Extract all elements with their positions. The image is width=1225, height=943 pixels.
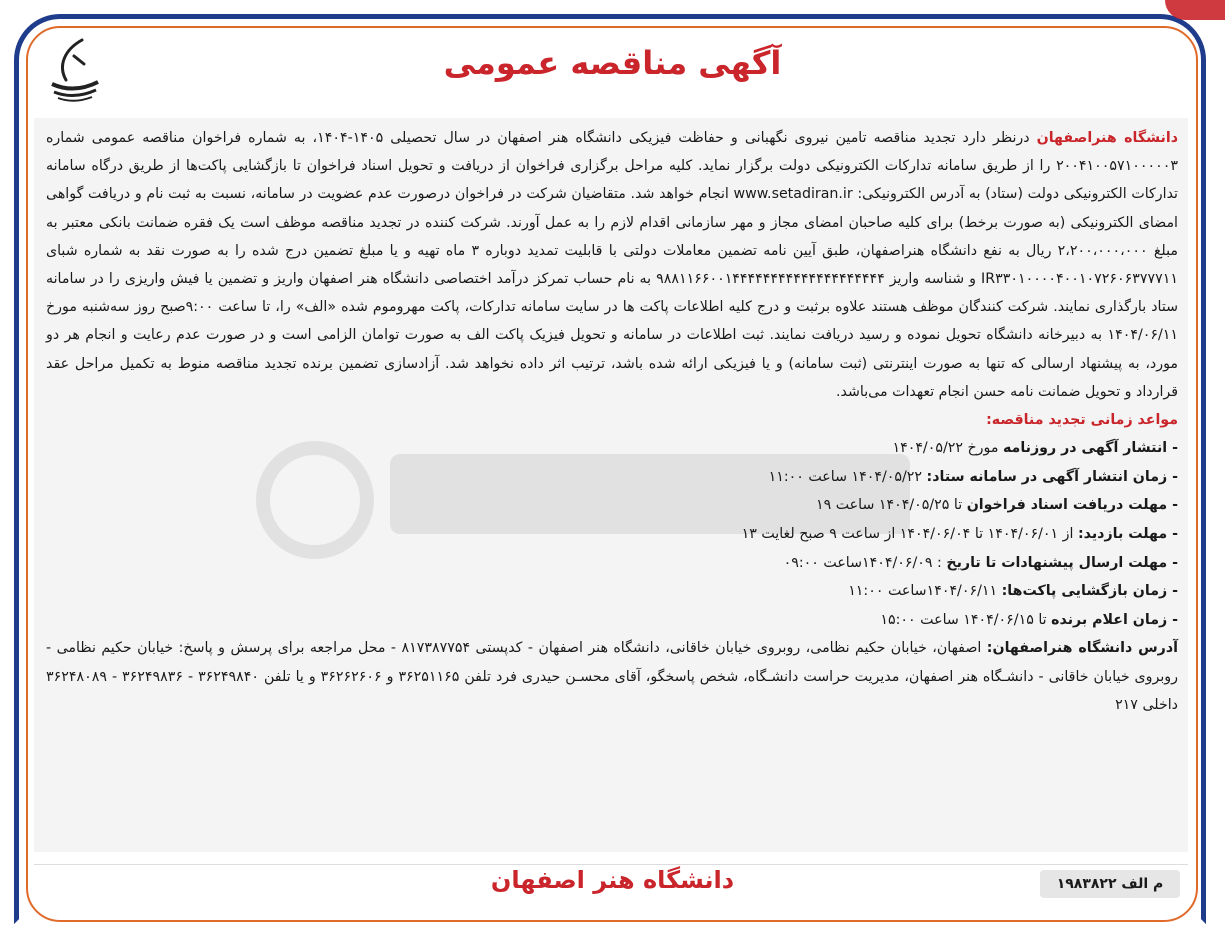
footer-org-name: دانشگاه هنر اصفهان [490, 866, 735, 894]
schedule-item: - زمان اعلام برنده تا ۱۴۰۴/۰۶/۱۵ ساعت ۱۵:۰۰ [880, 611, 1178, 628]
corner-accent [1165, 0, 1225, 20]
announcement-body [46, 124, 1178, 719]
schedule-item: - زمان انتشار آگهی در سامانه ستاد: ۱۴۰۴/۰۵/۲۲ ساعت ۱۱:۰۰ [768, 468, 1178, 485]
address-text: اصفهان، خیابان حکیم نظامی، روبروی خیابان خاقانی، دانشگاه هنر اصفهان - کدپستی ۸۱۷۳۸۷۷۵۴ - محل مراجعه برای پرسش و پاسخ: خیابان حکیم نظامی - روبروی خیابان خاقانی - دانشـگاه هنر اصفهان، مدیریت حراست دانشـگاه، شخص پاسخگو، آقای محسـن حیدری فرد تلفن ۳۶۲۵۱۱۶۵ و ۳۶۲۶۲۶۰۶ و یا تلفن ۳۶۲۴۹۸۴۰ - ۳۶۲۴۹۸۳۶ - ۳۶۲۴۸۰۸۹ داخلی ۲۱۷ [46, 640, 1178, 713]
paragraph-text: درنظر دارد تجدید مناقصه تامین نیروی نگهبانی و حفاظت فیزیکی دانشگاه هنر اصفهان در سال تحصیلی ۱۴۰۵-۱۴۰۴، به شماره فراخوان مناقصه عمومی شماره ۲۰۰۴۱۰۰۵۷۱۰۰۰۰۰۳ را از طریق سامانه تدارکات الکترونیکی دولت برگزار نماید. کلیه مراحل برگزاری فراخوان از دریافت و تحویل اسناد فراخوان تا بازگشایی پاکت‌ها از طریق درگاه سامانه تدارکات الکترونیکی دولت (ستاد) به آدرس الکترونیکی: www.setadiran.ir انجام خواهد شد. متقاضیان شرکت در فراخوان درصورت عدم عضویت در سامانه، نسبت به ثبت نام و دریافت گواهی امضای الکترونیکی (به صورت برخط) برای کلیه صاحبان امضای مجاز و مهر سازمانی اقدام لازم را به عمل آورند. شرکت کننده در تجدید مناقصه موظف است یک فقره ضمانت بانکی معتبر به مبلغ ۲،۲۰۰،۰۰۰،۰۰۰ ریال به نفع دانشگاه هنراصفهان، طبق آیین نامه تضمین معاملات دولتی با قابلیت تمدید دوباره ۳ ماه تهیه و یا مبلغ تضمین درج شده را به صورت نقد به شماره شبای IR۳۳۰۱۰۰۰۰۴۰۰۱۰۷۲۶۰۶۳۷۷۷۱۱ و شناسه واریز ۹۸۸۱۱۶۶۰۰۱۴۴۴۴۴۴۴۴۴۴۴۴۴۴۴۴۴۴۴۴ به نام حساب تمرکز درآمد اختصاصی دانشگاه هنر اصفهان واریز و تضمین یا فیش واریزی را در سامانه ستاد بارگذاری نمایند. شرکت کنندگان موظف هستند علاوه برثبت و درج کلیه اطلاعات پاکت ها در سایت سامانه تدارکات، پاکت مهروموم شده «الف» را، تا ساعت ۹:۰۰صبح روز سه‌شنبه مورخ ۱۴۰۴/۰۶/۱۱ به دبیرخانه دانشگاه تحویل نموده و رسید دریافت نمایند. ثبت اطلاعات در سامانه و تحویل فیزیک پاکت الف به صورت توامان الزامی است و در صورت عدم رعایت و انجام هر دو مورد، به پیشنهاد ارسالی که تنها به صورت اینترنتی (ثبت سامانه) و یا فیزیکی ارائه شده باشد، ترتیب اثر داده نخواهد شد. آزادسازی تضمین برنده تجدید مناقصه منوط به تکمیل مراحل عقد قرارداد و تحویل ضمانت نامه حسن انجام تعهدات می‌باشد. [46, 130, 1178, 400]
schedule-list [46, 434, 1178, 634]
schedule-item: - مهلت دریافت اسناد فراخوان تا ۱۴۰۴/۰۵/۲۵ ساعت ۱۹ [815, 497, 1178, 514]
schedule-item: - مهلت ارسال پیشنهادات تا تاریخ : ۱۴۰۴/۰۶/۰۹ساعت ۰۹:۰۰ [783, 554, 1178, 571]
schedule-item: - زمان بازگشایی پاکت‌ها: ۱۴۰۴/۰۶/۱۱ساعت ۱۱:۰۰ [848, 583, 1178, 600]
ad-code-badge: م الف ۱۹۸۳۸۲۲ [1040, 870, 1180, 898]
footer-divider [34, 864, 1188, 865]
address-label: آدرس دانشگاه هنراصفهان: [986, 640, 1178, 657]
schedule-heading: مواعد زمانی تجدید مناقصه: [986, 412, 1178, 429]
schedule-item: - انتشار آگهی در روزنامه مورخ ۱۴۰۴/۰۵/۲۲ [892, 440, 1178, 457]
schedule-item: - مهلت بازدید: از ۱۴۰۴/۰۶/۰۱ تا ۱۴۰۴/۰۶/۰۴ از ساعت ۹ صبح لغایت ۱۳ [741, 526, 1178, 543]
address-paragraph [46, 634, 1178, 719]
page-title: آگهی مناقصه عمومی [443, 44, 782, 82]
main-paragraph [46, 124, 1178, 406]
org-name-inline: دانشگاه هنراصفهان [1036, 130, 1178, 146]
